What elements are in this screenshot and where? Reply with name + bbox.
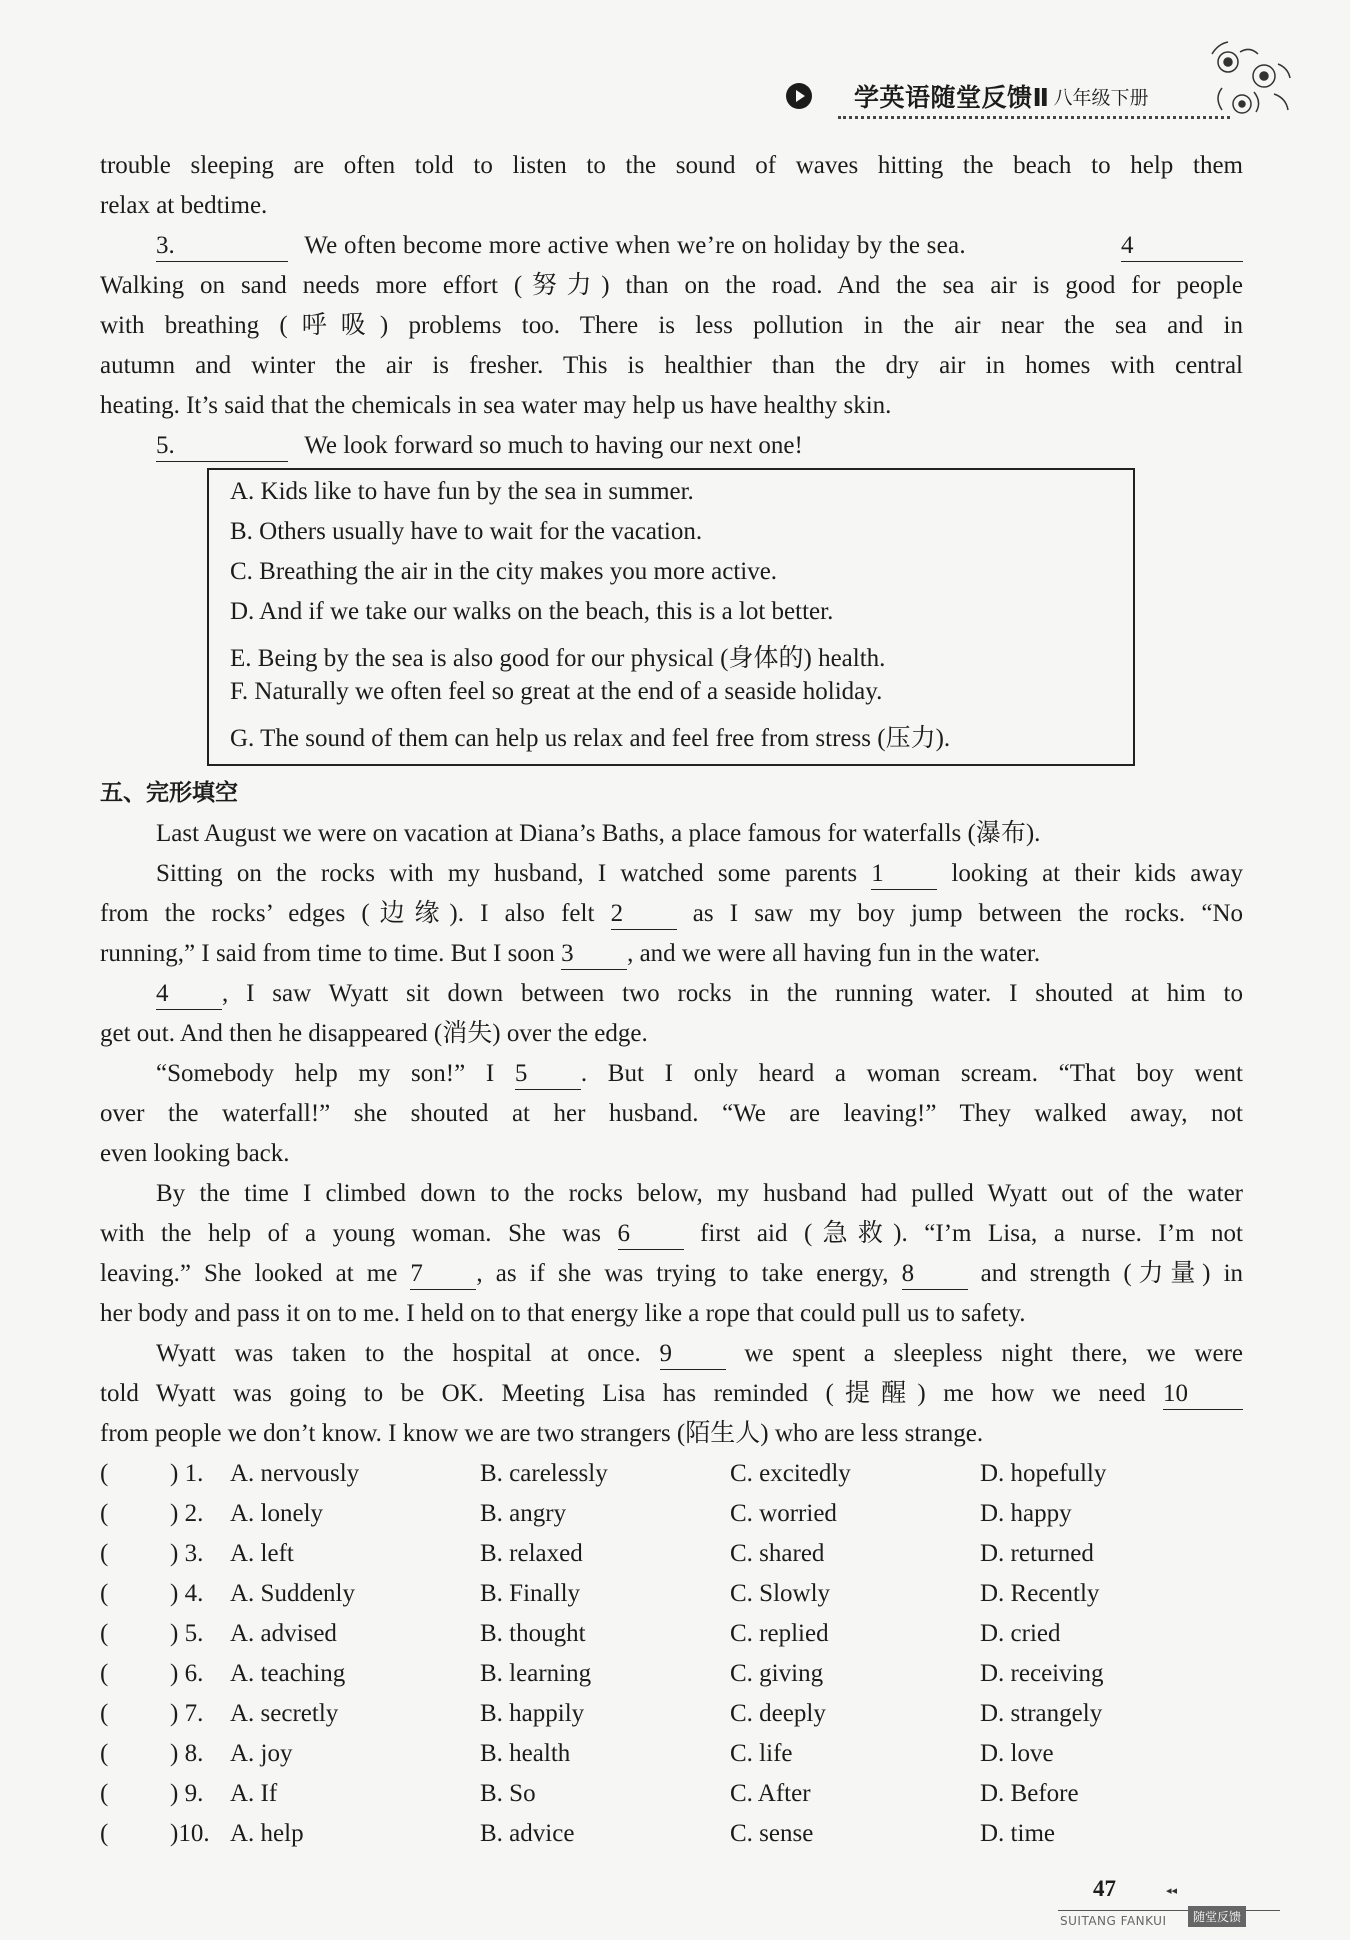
option-c: C. replied [730, 1620, 829, 1647]
cloze-blank-4[interactable]: 4 [156, 979, 222, 1010]
option-b: B. relaxed [480, 1540, 583, 1567]
option-a: A. left [230, 1540, 294, 1567]
option-a: A. advised [230, 1620, 337, 1647]
option-b: B. carelessly [480, 1460, 608, 1487]
answer-paren[interactable]: ( [100, 1580, 109, 1607]
option-b: B. health [480, 1740, 571, 1767]
question-number: ) 7. [170, 1700, 204, 1727]
option-b: B. happily [480, 1700, 585, 1727]
cloze-line [100, 1254, 1243, 1294]
question-number: ) 8. [170, 1740, 204, 1767]
option-c: C. After [730, 1780, 811, 1807]
cloze-text: leaving.” She looked at me [100, 1260, 398, 1287]
answer-paren[interactable]: ( [100, 1620, 109, 1647]
cloze-text: we spent a sleepless night there, we were [744, 1340, 1244, 1367]
cloze-blank-6[interactable]: 6 [618, 1219, 684, 1250]
cloze-blank-1[interactable]: 1 [871, 859, 937, 890]
question-number: ) 5. [170, 1620, 204, 1647]
cloze-text: . But I only heard a woman scream. “That boy went [580, 1060, 1243, 1087]
option-a: A. nervously [230, 1460, 360, 1487]
cloze-text: , I saw Wyatt sit down between two rocks in the running water. I shouted at him to [222, 980, 1243, 1007]
answer-paren[interactable]: ( [100, 1820, 109, 1847]
option-a: A. If [230, 1780, 278, 1807]
cloze-text: and strength (力量) in [980, 1260, 1244, 1287]
option-c: C. sense [730, 1820, 814, 1847]
cloze-line [100, 1334, 1243, 1374]
question-3-line [100, 226, 1243, 266]
choice-b: B. Others usually have to wait for the vacation. [230, 518, 703, 545]
cloze-text: Wyatt was taken to the hospital at once. [156, 1340, 641, 1367]
choice-f: F. Naturally we often feel so great at the end of a seaside holiday. [230, 678, 883, 705]
choice-g: G. The sound of them can help us relax and feel free from stress (压力). [230, 725, 951, 752]
header-dotted-rule [838, 116, 1230, 119]
choice-c: C. Breathing the air in the city makes you more active. [230, 558, 778, 585]
question-3-text: We often become more active when we’re on holiday by the sea. [304, 232, 966, 259]
option-d: D. hopefully [980, 1460, 1107, 1487]
option-d: D. love [980, 1740, 1054, 1767]
choice-e: E. Being by the sea is also good for our physical (身体的) health. [230, 645, 886, 672]
cloze-passage [100, 814, 1243, 1454]
answer-paren[interactable]: ( [100, 1540, 109, 1567]
option-a: A. secretly [230, 1700, 339, 1727]
play-icon [786, 83, 812, 109]
header-grade: 八年级下册 [1053, 86, 1149, 109]
cloze-text: Sitting on the rocks with my husband, I watched some parents [156, 860, 858, 887]
option-b: B. advice [480, 1820, 575, 1847]
option-c: C. worried [730, 1500, 837, 1527]
cloze-blank-5[interactable]: 5 [515, 1059, 581, 1090]
option-d: D. happy [980, 1500, 1072, 1527]
option-a: A. joy [230, 1740, 293, 1767]
cloze-line [100, 1214, 1243, 1254]
cloze-line: By the time I climbed down to the rocks below, my husband had pulled Wyatt out of the water [156, 1180, 1243, 1207]
cloze-line: over the waterfall!” she shouted at her husband. “We are leaving!” They walked away, not [100, 1100, 1243, 1127]
option-b: B. thought [480, 1620, 586, 1647]
cloze-line: Last August we were on vacation at Diana’s Baths, a place famous for waterfalls (瀑布). [156, 820, 1041, 847]
footer-badge: 随堂反馈 [1188, 1906, 1246, 1927]
reading-line: trouble sleeping are often told to listen to the sound of waves hitting the beach to help them [100, 152, 1243, 179]
question-number: )10. [170, 1820, 210, 1847]
option-c: C. giving [730, 1660, 824, 1687]
option-c: C. Slowly [730, 1580, 831, 1607]
option-b: B. So [480, 1780, 536, 1807]
option-b: B. learning [480, 1660, 592, 1687]
cloze-line [100, 894, 1243, 934]
cloze-blank-10[interactable]: 10 [1163, 1379, 1243, 1410]
cloze-line [100, 974, 1243, 1014]
option-a: A. help [230, 1820, 304, 1847]
cloze-line: even looking back. [100, 1140, 290, 1167]
question-number: ) 4. [170, 1580, 204, 1607]
cloze-line [100, 1374, 1243, 1414]
option-a: A. Suddenly [230, 1580, 355, 1607]
cloze-blank-9[interactable]: 9 [660, 1339, 726, 1370]
cloze-text: “Somebody help my son!” I [156, 1060, 495, 1087]
option-d: D. strangely [980, 1700, 1103, 1727]
option-c: C. deeply [730, 1700, 826, 1727]
option-c: C. excitedly [730, 1460, 851, 1487]
question-number: 3. [156, 232, 175, 259]
answer-paren[interactable]: ( [100, 1780, 109, 1807]
page-number: 47 [1093, 1876, 1116, 1901]
question-5-text: We look forward so much to having our next one! [304, 432, 803, 459]
reading-passage [100, 146, 1243, 466]
question-number: ) 2. [170, 1500, 204, 1527]
cloze-text: looking at their kids away [951, 860, 1243, 887]
answer-blank-5[interactable] [156, 431, 288, 462]
reading-line: autumn and winter the air is fresher. This is healthier than the dry air in homes with central [100, 352, 1243, 379]
answer-blank-4[interactable] [1121, 231, 1243, 262]
cloze-text: with the help of a young woman. She was [100, 1220, 601, 1247]
cloze-line: get out. And then he disappeared (消失) over the edge. [100, 1020, 648, 1047]
answer-blank-3[interactable] [156, 231, 288, 262]
cloze-text: , as if she was trying to take energy, [476, 1260, 889, 1287]
option-a: A. teaching [230, 1660, 346, 1687]
question-number: ) 9. [170, 1780, 204, 1807]
question-5-line [100, 426, 1243, 466]
answer-paren[interactable]: ( [100, 1460, 109, 1487]
cloze-line [100, 1054, 1243, 1094]
section-title: 五、完形填空 [100, 780, 238, 806]
choice-d: D. And if we take our walks on the beach, this is a lot better. [230, 598, 834, 625]
option-d: D. Recently [980, 1580, 1100, 1607]
option-c: C. shared [730, 1540, 825, 1567]
choice-a: A. Kids like to have fun by the sea in summer. [230, 478, 694, 505]
header-title: 学英语随堂反馈Ⅱ [854, 83, 1050, 112]
cloze-text: as I saw my boy jump between the rocks. “No [692, 900, 1243, 927]
option-d: D. returned [980, 1540, 1094, 1567]
cloze-text: first aid (急救). “I’m Lisa, a nurse. I’m not [700, 1220, 1244, 1247]
cloze-line [100, 854, 1243, 894]
option-d: D. time [980, 1820, 1055, 1847]
flower-decoration-icon [1198, 34, 1308, 134]
option-d: D. receiving [980, 1660, 1104, 1687]
cloze-text: from the rocks’ edges (边缘). I also felt [100, 900, 595, 927]
answer-paren[interactable]: ( [100, 1660, 109, 1687]
question-number: 4 [1121, 232, 1134, 259]
question-number: ) 6. [170, 1660, 204, 1687]
option-a: A. lonely [230, 1500, 324, 1527]
footer-brand: SUITANG FANKUI [1060, 1914, 1167, 1928]
answer-paren[interactable]: ( [100, 1500, 109, 1527]
cloze-text: , and we were all having fun in the water. [627, 940, 1041, 967]
cloze-blank-7[interactable]: 7 [410, 1259, 476, 1290]
question-number: ) 3. [170, 1540, 204, 1567]
cloze-blank-2[interactable]: 2 [611, 899, 677, 930]
reading-line: heating. It’s said that the chemicals in sea water may help us have healthy skin. [100, 392, 892, 419]
cloze-blank-3[interactable]: 3 [561, 939, 627, 970]
choices-box [207, 468, 1135, 766]
reading-line: with breathing (呼吸) problems too. There is less pollution in the air near the sea and in [100, 312, 1243, 339]
cloze-text: running,” I said from time to time. But I soon [100, 940, 555, 967]
question-number: ) 1. [170, 1460, 204, 1487]
question-number: 5. [156, 432, 175, 459]
answer-paren[interactable]: ( [100, 1700, 109, 1727]
footer-rule [1058, 1910, 1280, 1911]
answer-paren[interactable]: ( [100, 1740, 109, 1767]
cloze-line [100, 934, 1243, 974]
reading-line: Walking on sand needs more effort (努力) than on the road. And the sea air is good for people [100, 272, 1243, 299]
option-d: D. cried [980, 1620, 1061, 1647]
arrows-icon: ◂◂ [1166, 1885, 1178, 1897]
cloze-blank-8[interactable]: 8 [902, 1259, 968, 1290]
page-header [786, 78, 1148, 114]
cloze-text: told Wyatt was going to be OK. Meeting Lisa has reminded (提醒) me how we need [100, 1380, 1146, 1407]
option-b: B. Finally [480, 1580, 581, 1607]
cloze-line: her body and pass it on to me. I held on to that energy like a rope that could pull us to safety. [100, 1300, 1026, 1327]
cloze-line: from people we don’t know. I know we are two strangers (陌生人) who are less strange. [100, 1420, 984, 1447]
option-b: B. angry [480, 1500, 567, 1527]
option-d: D. Before [980, 1780, 1079, 1807]
reading-line: relax at bedtime. [100, 192, 268, 219]
option-c: C. life [730, 1740, 793, 1767]
